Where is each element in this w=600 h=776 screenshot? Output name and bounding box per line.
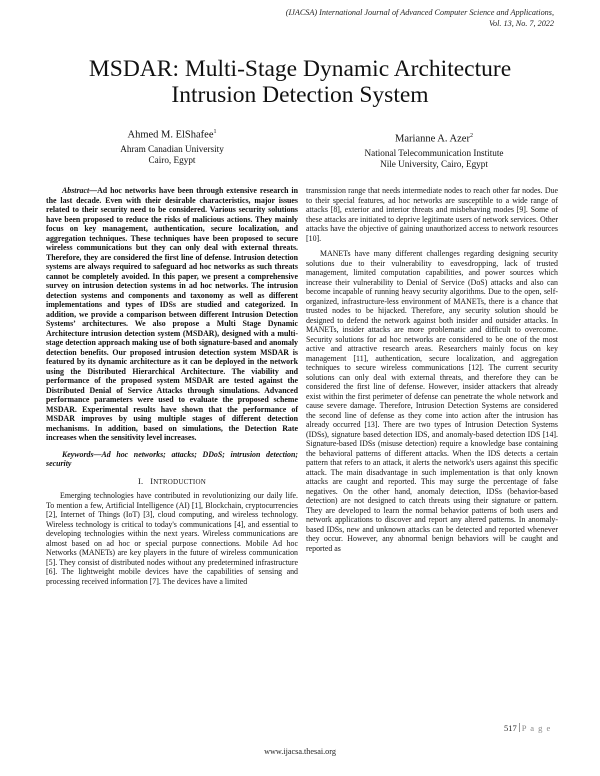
paper-title <box>0 56 600 108</box>
paper-title-line-1: MSDAR: Multi-Stage Dynamic Architecture <box>88 56 512 82</box>
page-number: 517 <box>504 723 517 733</box>
journal-volume: Vol. 13, No. 7, 2022 <box>488 18 554 28</box>
left-column <box>46 186 298 586</box>
abstract-label: Abstract <box>62 186 90 195</box>
paper-title-line-2: Intrusion Detection System <box>171 82 429 108</box>
footer-url: www.ijacsa.thesai.org <box>264 747 336 756</box>
journal-name: (IJACSA) International Journal of Advanced Computer Science and Applications, <box>285 8 554 17</box>
author-location: Cairo, Egypt <box>148 154 196 165</box>
author-block-2 <box>328 130 540 170</box>
author-location: Nile University, Cairo, Egypt <box>380 158 488 169</box>
journal-header <box>194 8 554 29</box>
author-name: Marianne A. Azer$^2$ <box>395 133 473 145</box>
page-label: P a g e <box>521 723 552 733</box>
keywords <box>46 450 298 469</box>
intro-paragraph: Emerging technologies have contributed in revolutionizing our daily life. To mention a few, Artificial Intelligence (AI) [1], Blockchain, cryptocurrencies [2], Internet of Things (IoT) [3], cloud computing, and wireless technology. Wireless technology is critical to today's communications [4], and essential to developing technologies within the next years. Wireless communications are almost based on ad hoc or special purpose connections. Mobile Ad hoc Networks (MANETs) are key players in the future of wireless communication [5]. They consist of distributed nodes without any predetermined infrastructure [6]. The lightweight mobile devices have the capabilities of sensing and processing received information [7]. The devices have a limited <box>46 491 298 586</box>
page-separator <box>519 723 520 732</box>
section-heading-introduction: I. INTRODUCTION <box>138 476 206 486</box>
abstract <box>46 186 298 443</box>
body-paragraph-manets: MANETs have many different challenges regarding designing security solutions due to their vulnerability to eavesdropping, lack of trusted management, limited computation capabilities, and power sources which increase their vulnerability to Denial of Service (DoS) attacks and also can become incapable of running heavy security algorithms. Due to the open, self-organized, infrastructure-less environment of MANETs, there is a chance that trusted nodes to be hijacked. Therefore, any security solution should be designed to defend the network against both insider and outsider attacks. In MANETs, insider attacks are more problematic and difficult to overcome. Security solutions for ad hoc networks are considered to be one of the most active and attractive research areas. Researchers mainly focus on key management [11], authentication, secure localization, and aggregation techniques to secure wireless communications [12]. The current security solutions can only deal with external threats, and therefore they can be considered the first line of defense. However, insider attackers that already exist within the first perimeter of defense can penetrate the whole network and cause severe damage. Therefore, Intrusion Detection Systems are considered the second line of defense as they come into action after the intrusion has already occurred [13]. There are two types of Intrusion Detection Systems (IDSs), signature based detection IDS, and anomaly-based detection IDS [14]. Signature-based IDSs (misuse detection) require a knowledge base containing the behavioral patterns of different attacks. When the IDS detects a certain pattern that refers to an attack, it alerts the network's users against this specific attack. The main disadvantage in such implementation is that only known attacks are caught and reported. This may surge the percentage of false negatives. On the other hand, anomaly detection, IDSs (behavior-based detection) are not designed to catch threats using their signature or pattern. They are developed to learn the normal behavior patterns of both users and network applications to discover and report any altered patterns. In anomaly-based IDSs, new and unknown attacks can be detected and reported whenever they occur. However, any abnormal benign behaviors will be caught and reported as <box>306 249 558 553</box>
keywords-text: —Ad hoc networks; attacks; DDoS; intrusion detection; security <box>46 449 298 468</box>
author-affiliation: Ahram Canadian University <box>120 143 224 154</box>
right-column <box>306 186 558 553</box>
author-affiliation: National Telecommunication Institute <box>364 147 504 158</box>
author-name: Ahmed M. ElShafee$^1$ <box>127 129 217 141</box>
page-number-footer <box>504 723 551 733</box>
abstract-text: —Ad hoc networks have been through extensive research in the last decade. Even with their desirable characteristics, major issues related to their security need to be considered. Various security solutions have been proposed to reduce the risks of malicious actions. They mainly focus on key management, authentication, secure localization, and aggregation techniques. These techniques have been proposed to secure wireless communications but they can only deal with external threats. Therefore, they are considered the first line of defense. Intrusion detection systems are always required to safeguard ad hoc networks as such threats cannot be completely avoided. In this paper, we present a comprehensive survey on intrusion detection systems in ad hoc networks. The intrusion detection systems and components and taxonomy as well as different implementations and types of IDSs are studied and categorized. In addition, we provide a comparison between different Intrusion Detection Systems’ architectures. We also propose a Multi Stage Dynamic Architecture intrusion detection system (MSDAR), designed with a multi-stage detection approach making use of both signature-based and anomaly detection benefits. Our proposed intrusion detection system MSDAR is featured by its dynamic architecture as it can be deployed in the network using the Distributed Hierarchical Architecture. The viability and performance of the proposed system MSDAR are tested against the Distributed Denial of Service Attacks through simulations. Advanced performance parameters were used to evaluate the proposed scheme MSDAR. Experimental results have shown that the performance of MSDAR improves by using multiple stages of different detection mechanisms. In addition, based on simulations, the Detection Rate increases when the sensitivity level increases. <box>46 186 298 442</box>
keywords-label: Keywords <box>62 449 94 459</box>
author-block-1 <box>86 126 258 166</box>
body-paragraph-continued: transmission range that needs intermediate nodes to reach other far nodes. Due to their special features, ad hoc networks are susceptible to a wide range of attacks [8], exterior and interior threats and misbehaving modes [9]. Some of these attacks are initiated to deprive legitimate users of network services. Other attacks have the objective of gaining unauthorized access to network resources [10]. <box>306 186 558 243</box>
